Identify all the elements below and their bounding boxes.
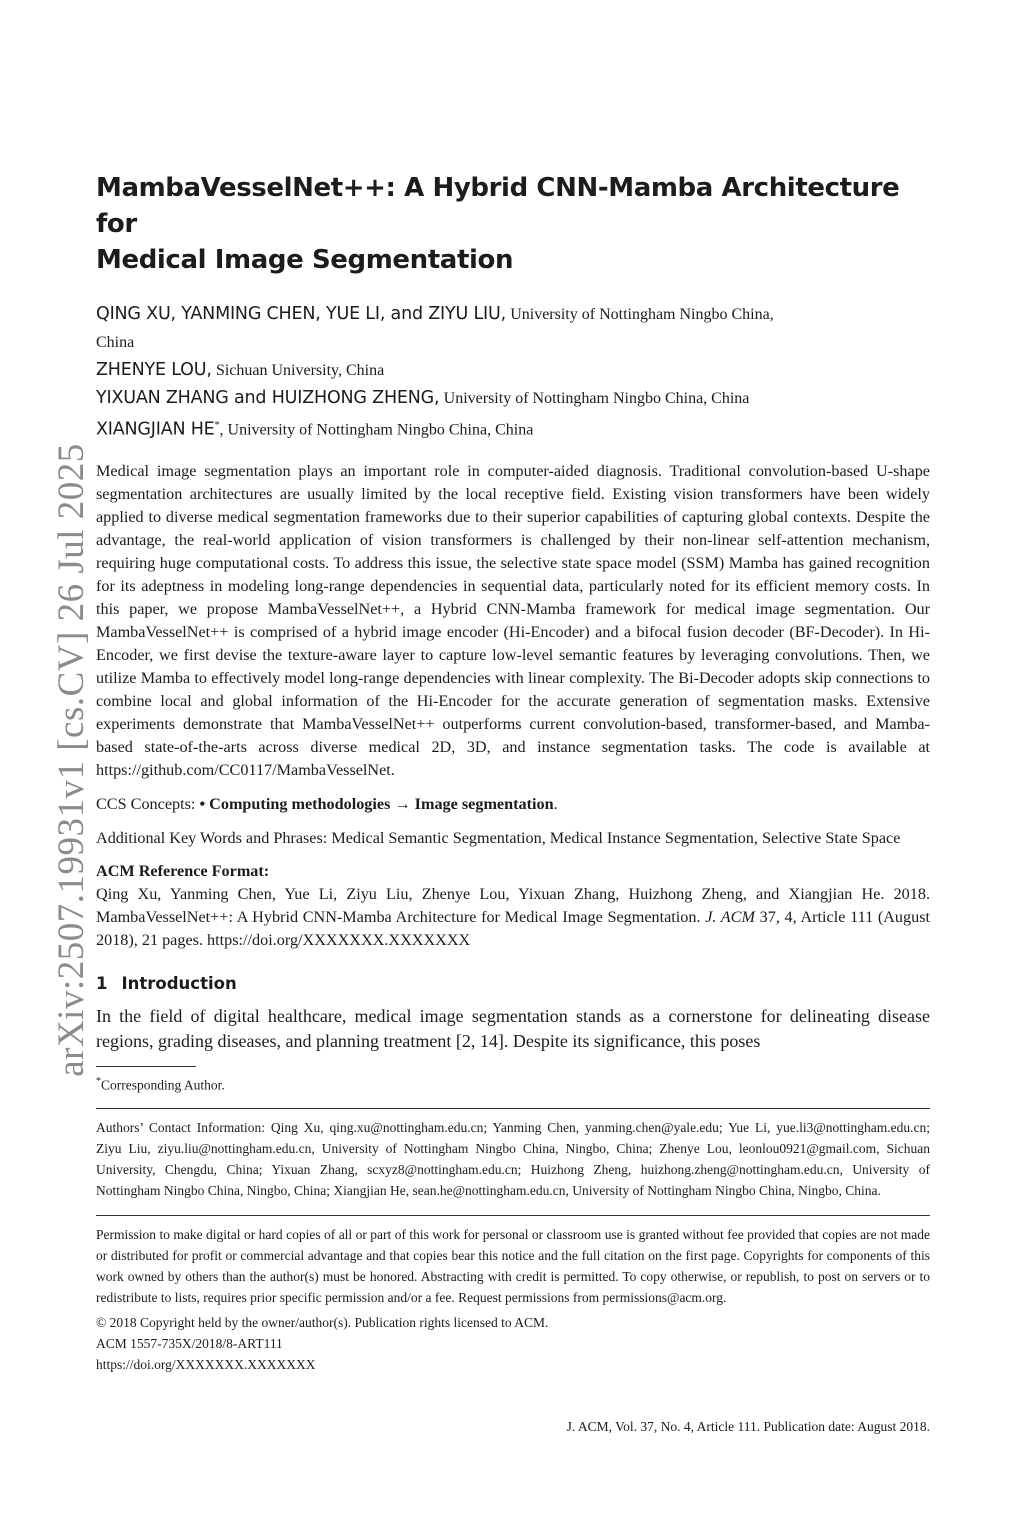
- permissions-divider: [96, 1215, 930, 1216]
- author-affiliation: University of Nottingham Ningbo China,: [510, 306, 774, 323]
- author-line: [96, 384, 930, 412]
- ccs-concepts: [96, 793, 930, 816]
- author-affiliation: Sichuan University, China: [215, 362, 385, 379]
- author-affiliation: , University of Nottingham Ningbo China, China: [219, 421, 534, 439]
- ccs-bullet: •: [199, 794, 206, 813]
- author-affiliation: University of Nottingham Ningbo China, China: [443, 390, 750, 407]
- contact-divider: [96, 1108, 930, 1109]
- ccs-concept: Computing methodologies: [209, 794, 391, 813]
- author-names: YIXUAN ZHANG and HUIZHONG ZHENG,: [96, 388, 440, 408]
- title-line-2: Medical Image Segmentation: [96, 245, 514, 275]
- ccs-arrow: →: [394, 794, 411, 813]
- author-list: [96, 300, 930, 444]
- footnote-text: Corresponding Author.: [101, 1077, 225, 1093]
- acm-number: ACM 1557-735X/2018/8-ART111: [96, 1336, 283, 1352]
- author-line: [96, 300, 930, 328]
- intro-paragraph: In the field of digital healthcare, medical image segmentation stands as a cornerstone for delineating disease regions, grading diseases, and planning treatment [2, 14]. Despite its significance, this poses: [96, 1005, 930, 1051]
- acm-reference-after: 37, 4, Article 111 (August 2018), 21 pages. https://doi.org/XXXXXXX.XXXXXXX: [96, 907, 930, 949]
- acm-reference-journal: J. ACM: [705, 907, 755, 926]
- paper-title: [96, 170, 930, 278]
- section-title: Introduction: [121, 973, 237, 993]
- running-footer: J. ACM, Vol. 37, No. 4, Article 111. Publication date: August 2018.: [566, 1419, 930, 1434]
- acm-reference-text: [96, 883, 930, 952]
- section-number: 1: [96, 973, 108, 993]
- corresponding-mark: *: [214, 420, 220, 431]
- copyright-line: © 2018 Copyright held by the owner/author(s). Publication rights licensed to ACM.: [96, 1315, 549, 1331]
- permissions-notice: Permission to make digital or hard copies of all or part of this work for personal or classroom use is granted without fee provided that copies are not made or distributed for profit or commercial advantage and that copies bear this notice and the full citation on the first page. Copyrights for components of this work owned by others than the author(s) must be honored. Abstracting with credit is permitted. To copy otherwise, or republish, to post on servers or to redistribute to lists, requires prior specific permission and/or a fee. Request permissions from permissions@acm.org.: [96, 1227, 930, 1306]
- acm-reference-before: Qing Xu, Yanming Chen, Yue Li, Ziyu Liu, Zhenye Lou, Yixuan Zhang, Huizhong Zheng, and Xiangjian He. 2018. MambaVesselNet++: A Hybrid CNN-Mamba Architecture for Medical Image Segmentation.: [96, 884, 930, 926]
- author-names: XIANGJIAN HE: [96, 419, 215, 440]
- paper-page: [96, 170, 930, 1375]
- ccs-subconcept: Image segmentation: [414, 794, 554, 813]
- author-affiliation: China: [96, 334, 135, 351]
- ccs-label: CCS Concepts:: [96, 794, 196, 813]
- author-line: [96, 412, 930, 444]
- section-heading: [96, 972, 930, 996]
- title-line-1: MambaVesselNet++: A Hybrid CNN-Mamba Architecture for: [96, 173, 900, 239]
- abstract: Medical image segmentation plays an important role in computer-aided diagnosis. Traditional convolution-based U-shape segmentation architectures are usually limited by the local receptive field. Existing vision transformers have been widely applied to diverse medical segmentation frameworks due to their superior capabilities of capturing global contexts. Despite the advantage, the real-world application of vision transformers is challenged by their non-linear self-attention mechanism, requiring huge computational costs. To address this issue, the selective state space model (SSM) Mamba has gained recognition for its adeptness in modeling long-range dependencies in sequential data, particularly noted for its efficient memory costs. In this paper, we propose MambaVesselNet++, a Hybrid CNN-Mamba framework for medical image segmentation. Our MambaVesselNet++ is comprised of a hybrid image encoder (Hi-Encoder) and a bifocal fusion decoder (BF-Decoder). In Hi-Encoder, we first devise the texture-aware layer to capture low-level semantic features by leveraging convolutions. Then, we utilize Mamba to effectively model long-range dependencies with linear complexity. The Bi-Decoder adopts skip connections to combine local and global information of the Hi-Encoder for the accurate generation of segmentation masks. Extensive experiments demonstrate that MambaVesselNet++ outperforms current convolution-based, transformer-based, and Mamba-based state-of-the-arts across diverse medical 2D, 3D, and instance segmentation tasks. The code is available at https://github.com/CC0117/MambaVesselNet.: [96, 461, 930, 779]
- footnote-divider: [96, 1066, 196, 1067]
- acm-reference-heading: ACM Reference Format:: [96, 861, 270, 880]
- footnote: [96, 1073, 930, 1095]
- arxiv-identifier: arXiv:2507.19931v1 [cs.CV] 26 Jul 2025: [51, 443, 92, 1077]
- author-names: ZHENYE LOU,: [96, 360, 212, 380]
- author-names: QING XU, YANMING CHEN, YUE LI, and ZIYU LIU,: [96, 304, 506, 324]
- author-line: [96, 328, 930, 356]
- author-line: [96, 356, 930, 384]
- footnote-mark: *: [96, 1075, 101, 1087]
- acm-reference-format: [96, 860, 930, 952]
- keywords: Additional Key Words and Phrases: Medical Semantic Segmentation, Medical Instance Segmentation, Selective State Space: [96, 828, 901, 847]
- doi-link[interactable]: https://doi.org/XXXXXXX.XXXXXXX: [96, 1357, 316, 1373]
- ccs-end: .: [553, 794, 558, 813]
- author-contact-info: Authors’ Contact Information: Qing Xu, qing.xu@nottingham.edu.cn; Yanming Chen, yanming.chen@yale.edu; Yue Li, yue.li3@nottingham.edu.cn; Ziyu Liu, ziyu.liu@nottingham.edu.cn, University of Nottingham Ningbo China, Ningbo, China; Zhenye Lou, leonlou0921@gmail.com, Sichuan University, Chengdu, China; Yixuan Zhang, scxyz8@nottingham.edu.cn; Huizhong Zheng, huizhong.zheng@nottingham.edu.cn, University of Nottingham Ningbo China, Ningbo, China; Xiangjian He, sean.he@nottingham.edu.cn, University of Nottingham Ningbo China, Ningbo, China.: [96, 1120, 930, 1199]
